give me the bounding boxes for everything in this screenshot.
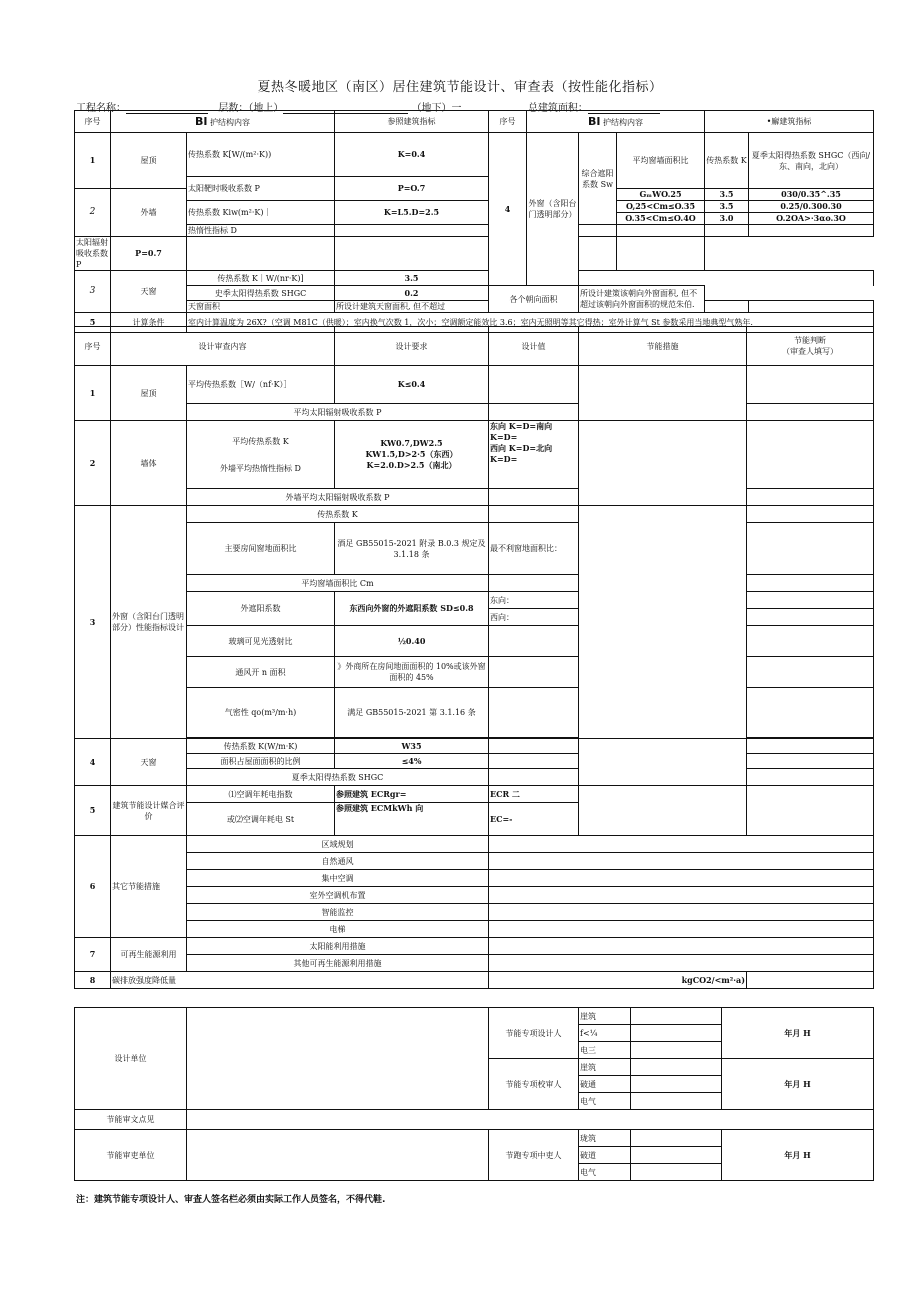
h-req: 设计要求 (335, 327, 489, 366)
checker-sign[interactable] (631, 1076, 722, 1093)
checker-role: 破通 (579, 1076, 631, 1093)
s8-unit[interactable]: kgCO2/<m²·a) (489, 972, 747, 989)
s2-measure[interactable] (579, 421, 747, 506)
h-ref: 参照建筑指标 (335, 111, 489, 133)
s3-shade-west[interactable]: 西向： (489, 609, 579, 626)
s6-item: 电梯 (187, 921, 489, 938)
blank-cell (749, 225, 874, 237)
s3-vent-label: 通风开 n 面积 (187, 657, 335, 688)
reviewer-sign[interactable] (631, 1147, 722, 1164)
roof-k-label: 传热系数 K[W/(m²·K)) (187, 133, 335, 177)
s3-shade-label: 外遮阳系数 (187, 592, 335, 626)
roof-p-value: P=O.7 (335, 177, 489, 201)
review-opinion-label: 节能审文点见 (75, 1110, 187, 1130)
row-1-no: 1 (75, 133, 111, 189)
checker-role: 电气 (579, 1093, 631, 1110)
s8-label: 碳排放强度降低量 (111, 972, 489, 989)
s3-shade-east[interactable]: 东向： (489, 592, 579, 609)
blank-cell (617, 225, 705, 237)
s7-label: 可再生能源利用 (111, 938, 187, 972)
s1-k-value[interactable] (489, 366, 579, 404)
col-shgc-header: 夏季太阳得热系数 SHGC（西向/东、南向，北向） (749, 133, 874, 189)
s5-measure[interactable] (579, 786, 747, 836)
s8-judge[interactable] (747, 972, 874, 989)
s4-ratio-label: 面积占屋面面积的比例 (187, 754, 335, 769)
window-sw-label: 综合遮阳系数 Sw (579, 133, 617, 225)
review-opinion-value[interactable] (187, 1110, 874, 1130)
underground-label: （地下）一 (411, 103, 462, 114)
avg-ratio-header: 平均窗墙面积比 (617, 133, 705, 189)
w1-k: 3.5 (705, 189, 749, 201)
s4-no: 4 (75, 739, 111, 786)
s1-no: 1 (75, 366, 111, 421)
h-content: 设计审查内容 (111, 327, 335, 366)
review-unit-label: 节能审吏单位 (75, 1130, 187, 1181)
s2-p-label: 外墙平均太阳辐射吸收系数 P (187, 489, 489, 506)
designer-date[interactable]: 年月 H (722, 1008, 874, 1059)
s3-shade-judge-west[interactable] (747, 609, 874, 626)
s2-no: 2 (75, 421, 111, 506)
w3-k: 3.0 (705, 213, 749, 225)
designer-sign[interactable] (631, 1025, 722, 1042)
floors-label: 层数：（地上） (218, 103, 284, 114)
s4-shgc-judge[interactable] (747, 769, 874, 786)
wall-k-value: K=L5.D=2.5 (335, 201, 489, 225)
s3-cm-judge[interactable] (747, 575, 874, 592)
roof-label: 屋顶 (111, 133, 187, 189)
row-3-no: 3 (75, 271, 111, 313)
s3-ratio-value[interactable]: 最不利窗地面积比： (489, 523, 579, 575)
roof-k-value: K=0.4 (335, 133, 489, 177)
s1-p-label: 平均太阳辐射吸收系数 P (187, 404, 489, 421)
checker-sign[interactable] (631, 1059, 722, 1076)
blank-cell (705, 225, 749, 237)
s5-a-req: 参照建筑 ECRgr= (335, 786, 489, 803)
s4-k-value[interactable] (489, 739, 579, 754)
s1-label: 屋顶 (111, 366, 187, 421)
s3-k-value[interactable] (489, 506, 579, 523)
h-seq: 序号 (75, 111, 111, 133)
s3-air-req: 满足 GB55015-2021 第 3.1.16 条 (335, 688, 489, 738)
s4-ratio-req: ≤4% (335, 754, 489, 769)
blank-cell (187, 237, 335, 271)
s5-label: 建筑节能设计媒合评价 (111, 786, 187, 836)
wall-d-value (335, 225, 489, 237)
row-5-no: 5 (75, 313, 111, 333)
sky-k-value: 3.5 (335, 271, 489, 286)
s6-item: 室外空调机布置 (187, 887, 489, 904)
h-content2: BI 护结构内容 (527, 111, 705, 133)
w3-ratio: O.35<Cm≤O.4O (617, 213, 705, 225)
h-value: 设计值 (489, 327, 579, 366)
s3-shade-req: 东西向外窗的外遮阳系数 SD≤0.8 (335, 592, 489, 626)
s7-a-value[interactable] (489, 938, 874, 955)
sky-area-label: 天窗面积 (187, 301, 335, 313)
designer-sign[interactable] (631, 1042, 722, 1059)
s2-judge[interactable] (747, 421, 874, 489)
project-name-label: 工程名称： (76, 103, 126, 114)
s1-p-judge[interactable] (747, 404, 874, 421)
s3-air-judge[interactable] (747, 688, 874, 738)
calc-label: 计算条件 (111, 313, 187, 333)
page-title: 夏热冬暖地区（南区）居住建筑节能设计、审查表（按性能化指标） (257, 80, 663, 95)
s3-k-judge[interactable] (747, 506, 874, 523)
s4-k-judge[interactable] (747, 739, 874, 754)
s3-ratio-req: 酒足 GB55015-2021 附录 B.0.3 规定及 3.1.18 条 (335, 523, 489, 575)
s3-ratio-judge[interactable] (747, 523, 874, 575)
checker-label: 节能专项校审人 (489, 1059, 579, 1110)
blank-cell (579, 225, 617, 237)
reviewer-sign[interactable] (631, 1164, 722, 1181)
s8-no: 8 (75, 972, 111, 989)
signature-table (74, 1007, 874, 1181)
s3-measure[interactable] (579, 506, 747, 739)
s1-judge[interactable] (747, 366, 874, 404)
h-ref2: •廨建筑指标 (705, 111, 874, 133)
sky-k-label: 传热系数 K｜W/(nr·K)] (187, 271, 335, 286)
s6-item: 集中空调 (187, 870, 489, 887)
checker-role: 崖筑 (579, 1059, 631, 1076)
blank-cell (579, 237, 617, 271)
orient-area-label: 各个朝向面积 (489, 286, 579, 313)
blank-cell (617, 237, 705, 271)
s3-no: 3 (75, 506, 111, 739)
designer-sign[interactable] (631, 1008, 722, 1025)
wall-p-label: 太阳辐射吸收系数 P (75, 237, 111, 271)
s5-b-value[interactable]: EC=- (489, 803, 579, 836)
w3-shgc: O.2OA>·3αo.3O (749, 213, 874, 225)
s2-label: 墙体 (111, 421, 187, 506)
window-label: 外窗（含阳台门透明部分） (527, 133, 579, 286)
s6-item-value[interactable] (489, 836, 874, 853)
s4-shgc-value[interactable] (489, 769, 579, 786)
checker-date[interactable]: 年月 H (722, 1059, 874, 1110)
w2-k: 3.5 (705, 201, 749, 213)
calc-conditions: 室内计算温度为 26X?（空调 M81C（供暖）；室内换气次数 1，次小；空调额定能效比 3.6；室内无照明等其它得热；室外计算气 St 参数采用当地典型气熟年. (187, 313, 874, 333)
s3-label: 外窗（含阳台门透明部分）性能指标设计 (111, 506, 187, 739)
s7-b-value[interactable] (489, 955, 874, 972)
designer-role: 电三 (579, 1042, 631, 1059)
s3-vent-judge[interactable] (747, 657, 874, 688)
s5-no: 5 (75, 786, 111, 836)
s2-values[interactable]: 东向 K=D=南向 K=D= 西向 K=D=北向 K=D= (489, 421, 579, 489)
s6-item: 自然通风 (187, 853, 489, 870)
s2-p-value[interactable] (489, 489, 579, 506)
wall-k-label: 传热系数 Kiw(m²·K)｜ (187, 201, 335, 225)
checker-sign[interactable] (631, 1093, 722, 1110)
designer-role: 崖筑 (579, 1008, 631, 1025)
wall-p-value: P=0.7 (111, 237, 187, 271)
sky-shgc-value: 0.2 (335, 286, 489, 301)
h-seq: 序号 (75, 327, 111, 366)
h-seq2: 序号 (489, 111, 527, 133)
col-k-header: 传热系数 K (705, 133, 749, 189)
h-measure: 节能措施 (579, 327, 747, 366)
s3-vent-value[interactable] (489, 657, 579, 688)
s7-no: 7 (75, 938, 111, 972)
reviewer-label: 节跑专项中吏人 (489, 1130, 579, 1181)
s5-a-label: ⑴空调年耗电指数 (187, 786, 335, 803)
area-label: 总建筑面积： (527, 103, 588, 114)
s7-a-label: 太阳能利用措施 (187, 938, 489, 955)
s2-p-judge[interactable] (747, 489, 874, 506)
s6-no: 6 (75, 836, 111, 938)
s6-item: 区域规划 (187, 836, 489, 853)
s3-cm-label: 平均窗墙面积比 Cm (187, 575, 489, 592)
s2-requirements: KW0.7,DW2.5 KW1.5,D>2·5（东西） K=2.0.D>2.5（南北） (335, 421, 489, 489)
w2-shgc: 0.25/0.300.30 (749, 201, 874, 213)
row-4-no: 4 (489, 133, 527, 286)
s5-b-label: 或⑵空调年耗电 St (187, 803, 335, 836)
reviewer-role: 电气 (579, 1164, 631, 1181)
s3-shade-judge-east[interactable] (747, 592, 874, 609)
w1-ratio: GₘWO.25 (617, 189, 705, 201)
reviewer-date[interactable]: 年月 H (722, 1130, 874, 1181)
roof-p-label: 太阳靶时吸收系数 P (187, 177, 335, 201)
s3-glass-value[interactable] (489, 626, 579, 657)
row-2-no: 2 (75, 189, 111, 237)
blank-cell (749, 301, 874, 313)
s6-item-value[interactable] (489, 887, 874, 904)
s3-air-label: 气密性 qo(m³/m·h) (187, 688, 335, 738)
sky-shgc-label: 史季太阳得热系数 SHGC (187, 286, 335, 301)
s3-vent-req: 》外商所在房间地面面积的 10%或该外窗面积的 45% (335, 657, 489, 688)
reviewer-role: 珑筑 (579, 1130, 631, 1147)
orient-area-value: 所设计建策该朝向外窗面积, 但不超过该朝向外窗面积的规范朱伯. (579, 286, 705, 313)
reviewer-sign[interactable] (631, 1130, 722, 1147)
blank-cell (335, 237, 489, 271)
design-review-table (74, 326, 874, 989)
skylight-label: 天窗 (111, 271, 187, 313)
s6-item-value[interactable] (489, 853, 874, 870)
s4-k-label: 传热系数 K(W/m·K) (187, 739, 335, 754)
sky-area-value: 所设计建筑天窗面积, 但不超过 (335, 301, 489, 313)
s4-ratio-value[interactable] (489, 754, 579, 769)
s3-cm-value[interactable] (489, 575, 579, 592)
s5-judge[interactable] (747, 786, 874, 836)
s5-a-value[interactable]: ECR 二 (489, 786, 579, 803)
s6-item-value[interactable] (489, 904, 874, 921)
s3-glass-req: ½0.40 (335, 626, 489, 657)
s3-air-value[interactable] (489, 688, 579, 738)
s1-k-label: 平均传热系数［W/（nf·K）］ (187, 366, 335, 404)
design-unit-label: 设计单位 (75, 1008, 187, 1110)
s6-item-value[interactable] (489, 921, 874, 938)
s5-b-req: 参照建筑 ECMkWh 向 (335, 803, 489, 836)
design-unit-value[interactable] (187, 1008, 489, 1110)
footnote: 注：建筑节能专项设计人、审查人签名栏必须由实际工作人员签名，不得代鞋. (76, 1195, 386, 1205)
h-content: BI 护结构内容 (111, 111, 335, 133)
s1-k-req: K≤0.4 (335, 366, 489, 404)
wall-label: 外墙 (111, 189, 187, 237)
s1-p-value[interactable] (489, 404, 579, 421)
reviewer-role: 破道 (579, 1147, 631, 1164)
s1-measure[interactable] (579, 366, 747, 421)
w2-ratio: O,25<Cm≤O.35 (617, 201, 705, 213)
reference-building-table (74, 110, 874, 333)
s4-k-req: W35 (335, 739, 489, 754)
review-unit-value[interactable] (187, 1130, 489, 1181)
blank-cell (705, 301, 749, 313)
blank-cell (579, 271, 874, 286)
s4-shgc-label: 夏季太阳得热系数 SHGC (187, 769, 489, 786)
s6-item-value[interactable] (489, 870, 874, 887)
wall-d-label: 热惰性指标 D (187, 225, 335, 237)
w1-shgc: 030/0.35^.35 (749, 189, 874, 201)
designer-role: f<¼ (579, 1025, 631, 1042)
s3-glass-judge[interactable] (747, 626, 874, 657)
s3-ratio-label: 主要房间窗地面积比 (187, 523, 335, 575)
designer-label: 节能专项设计人 (489, 1008, 579, 1059)
h-judge: 节能判断 （审查人填写） (747, 327, 874, 366)
s2-k-d-labels: 平均传热系数 K 外墙平均热惰性指标 D (187, 421, 335, 489)
s6-item: 智能监控 (187, 904, 489, 921)
s7-b-label: 其他可再生能源利用措施 (187, 955, 489, 972)
s4-label: 天窗 (111, 739, 187, 786)
s4-ratio-judge[interactable] (747, 754, 874, 769)
s6-label: 其它节能措施 (111, 836, 187, 938)
s3-k-label: 传热系数 K (187, 506, 489, 523)
s4-measure[interactable] (579, 739, 747, 786)
s3-glass-label: 玻璃可见光透射比 (187, 626, 335, 657)
